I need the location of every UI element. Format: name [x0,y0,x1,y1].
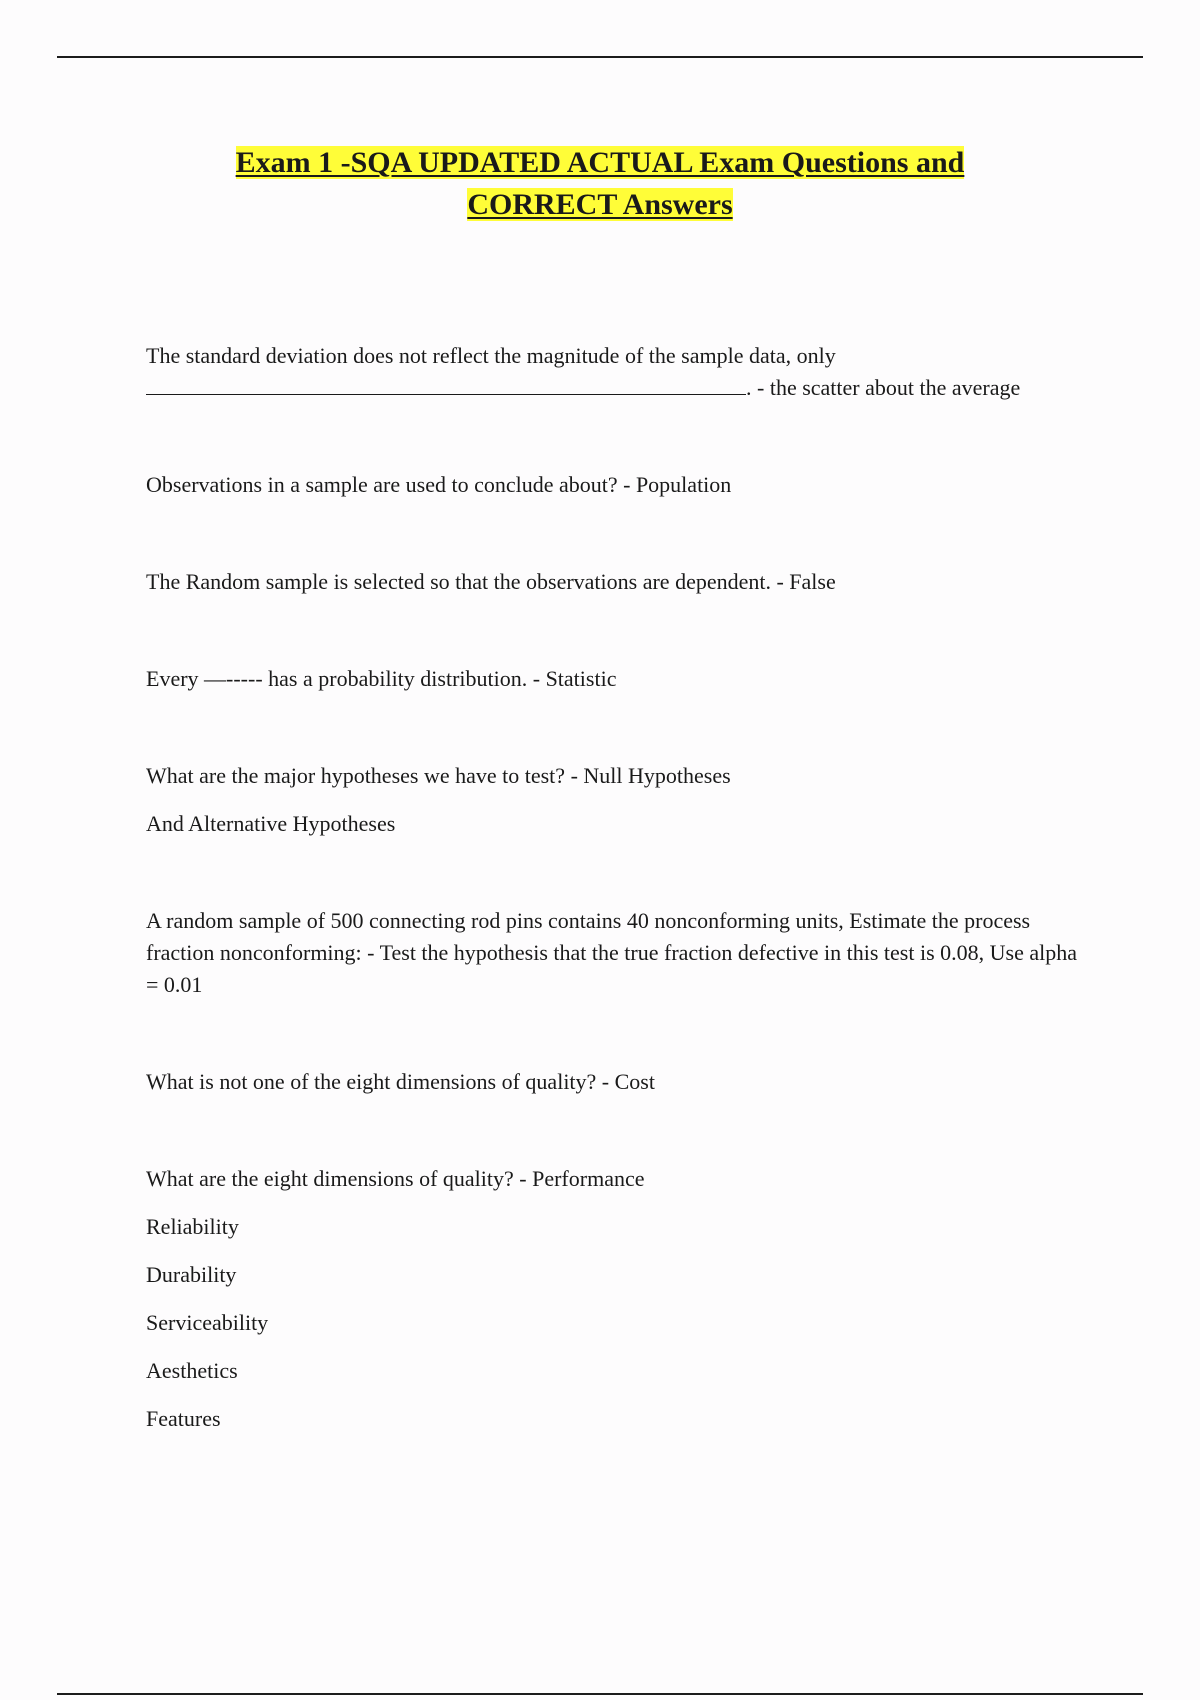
title-line-2: CORRECT Answers [467,188,733,221]
question-text: A random sample of 500 connecting rod pins contains 40 nonconforming units, Estimate the process fraction nonconforming: - Test the hypothesis that the true fraction defective in this test is 0.08, Use alpha = 0.01 [146,908,1077,997]
question-text: What are the major hypotheses we have to test? - Null Hypotheses [146,763,731,788]
top-rule [57,56,1143,58]
title-line-1: Exam 1 -SQA UPDATED ACTUAL Exam Questions and [235,146,965,179]
qa-item [146,760,1081,840]
qa-item [146,1163,1081,1435]
question-text: The Random sample is selected so that the observations are dependent. - False [146,569,836,594]
qa-item [146,1066,1081,1098]
list-item: Durability [146,1262,237,1287]
question-text: The standard deviation does not reflect the magnitude of the sample data, only [146,343,836,368]
list-item: Aesthetics [146,1358,238,1383]
question-text: What is not one of the eight dimensions of quality? - Cost [146,1069,655,1094]
question-text: Every —----- has a probability distribution. - Statistic [146,666,617,691]
qa-item [146,566,1081,598]
qa-item [146,469,1081,501]
list-item: Serviceability [146,1310,269,1335]
qa-item [146,340,1081,404]
qa-item [146,905,1081,1001]
answer-line [146,372,1081,404]
question-text: What are the eight dimensions of quality? - Performance [146,1166,645,1191]
bottom-rule [57,1693,1143,1695]
document-title [100,142,1100,226]
answer-text: . - the scatter about the average [746,375,1021,400]
fill-blank [146,372,746,395]
list-item: Reliability [146,1214,239,1239]
question-list [146,340,1081,1500]
qa-item [146,663,1081,695]
answer-continuation: And Alternative Hypotheses [146,811,396,836]
question-text: Observations in a sample are used to conclude about? - Population [146,472,732,497]
list-item: Features [146,1406,221,1431]
